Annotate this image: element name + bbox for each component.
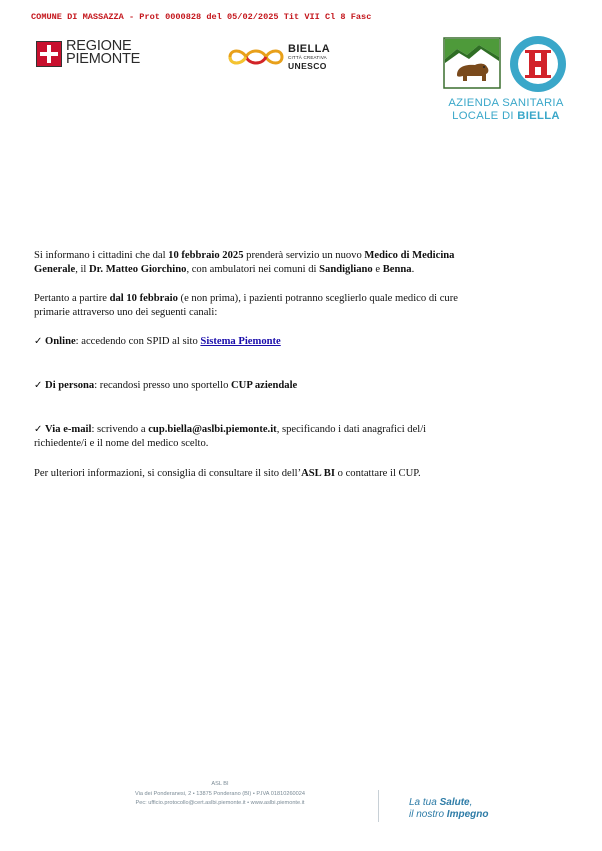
check-icon: ✓ (34, 380, 43, 391)
channel-email: ✓ Via e-mail: scrivendo a cup.biella@aslbi.piemonte.it, specificando i dati anagrafici del/i richiedente/i e il nome del medico scelto. (34, 424, 427, 449)
paragraph-announcement: Si informano i cittadini che dal 10 febbraio 2025 prenderà servizio un nuovo Medico di Medicina Generale, il Dr. Matteo Giorchino, con ambulatori nei comuni di Sandigliano e Benna. (34, 250, 455, 275)
regione-logo-text (66, 40, 140, 66)
channel-online: ✓ Online: accedendo con SPID al sito Sistema Piemonte (34, 336, 281, 347)
asl-line1: AZIENDA SANITARIA (448, 97, 564, 109)
hospital-h-icon (508, 34, 568, 94)
footer-address (60, 780, 380, 809)
regione-line2: PIEMONTE (66, 51, 141, 67)
paragraph-channels-intro: Pertanto a partire dal 10 febbraio (e non prima), i pazienti potranno sceglierlo quale medico di cure primarie attraverso uno dei seguenti canali: (34, 293, 458, 318)
email-address: cup.biella@aslbi.piemonte.it (148, 424, 277, 435)
biella-title: BIELLA (288, 43, 331, 55)
check-icon: ✓ (34, 336, 43, 347)
paragraph-more-info: Per ulteriori informazioni, si consiglia di consultare il sito dell’ASL BI o contattare il CUP. (34, 468, 421, 479)
biella-logo-text (288, 43, 330, 71)
biella-unesco: UNESCO (288, 61, 327, 71)
check-icon: ✓ (34, 424, 43, 435)
piemonte-flag-icon (36, 41, 62, 67)
regione-line1: REGIONE (66, 38, 132, 54)
protocol-stamp: COMUNE DI MASSAZZA - Prot 0000828 del 05/02/2025 Tit VII Cl 8 Fasc (31, 12, 372, 22)
footer-contacts: Pec: ufficio.protocollo@cert.aslbi.piemonte.it • www.aslbi.piemonte.it (135, 800, 305, 806)
asl-biella-logo (440, 34, 570, 130)
bear-emblem-icon (443, 37, 501, 89)
sistema-piemonte-link[interactable]: Sistema Piemonte (200, 336, 281, 347)
footer-slogan: La tua Salute, il nostro Impegno (409, 797, 489, 820)
biella-knot-icon (226, 45, 286, 69)
asl-line2: LOCALE DI BIELLA (452, 110, 560, 122)
footer-org: ASL BI (211, 781, 229, 787)
asl-logo-text (441, 97, 571, 123)
biella-subtitle: CITTÀ CREATIVA (288, 55, 327, 60)
footer-address-line: Via dei Ponderanesi, 2 • 13875 Ponderano (BI) • P.IVA 01810260024 (135, 790, 305, 797)
biella-unesco-logo (226, 43, 338, 73)
footer-divider (378, 790, 379, 822)
channel-in-person: ✓ Di persona: recandosi presso uno sportello CUP aziendale (34, 380, 298, 391)
